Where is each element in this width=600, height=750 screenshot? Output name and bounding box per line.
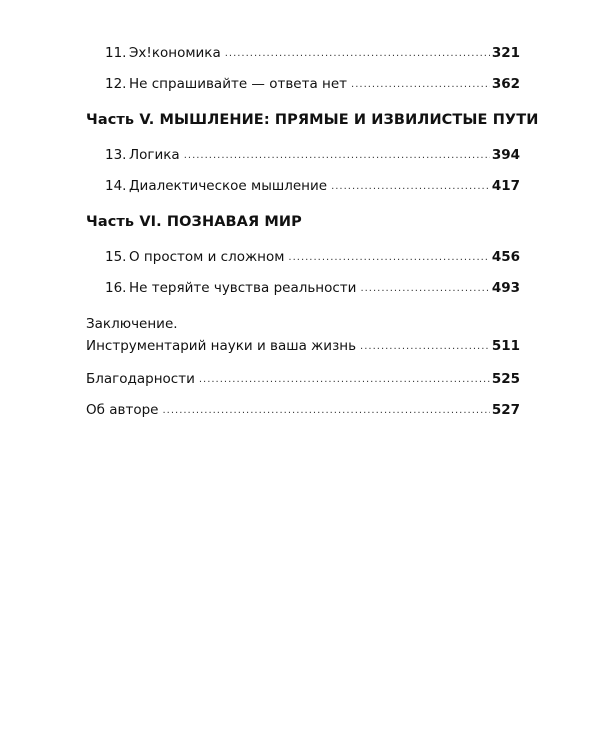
chapter-number: 14.	[105, 178, 127, 194]
chapter-title: Не спрашивайте — ответа нет	[129, 76, 348, 92]
dot-leader	[225, 45, 490, 63]
chapter-number: 11.	[105, 45, 127, 61]
dot-leader	[162, 402, 489, 420]
page-number: 511	[491, 338, 520, 354]
entry-title: Об авторе	[86, 402, 159, 418]
chapter-title: О простом и сложном	[129, 249, 285, 265]
toc-entry-about-author[interactable]	[86, 401, 520, 421]
page-number: 527	[491, 402, 520, 418]
toc-entry[interactable]	[105, 146, 520, 166]
part-heading: Часть V. МЫШЛЕНИЕ: ПРЯМЫЕ И ИЗВИЛИСТЫЕ ПУТИ	[86, 112, 539, 128]
toc-entry[interactable]	[105, 75, 520, 95]
toc-entry[interactable]	[105, 177, 520, 197]
page-number: 362	[491, 76, 520, 92]
toc-entry-conclusion[interactable]	[86, 337, 520, 357]
toc-entry-acknowledgements[interactable]	[86, 370, 520, 390]
page-number: 493	[491, 280, 520, 296]
conclusion-label: Заключение.	[86, 316, 178, 332]
toc-entry[interactable]	[105, 44, 520, 64]
toc-entry[interactable]	[105, 279, 520, 299]
chapter-number: 13.	[105, 147, 127, 163]
dot-leader	[331, 178, 490, 196]
chapter-number: 12.	[105, 76, 127, 92]
page-number: 321	[491, 45, 520, 61]
toc-entry[interactable]	[105, 248, 520, 268]
page-number: 417	[491, 178, 520, 194]
page-number: 394	[491, 147, 520, 163]
chapter-title: Логика	[129, 147, 180, 163]
dot-leader	[360, 338, 490, 356]
dot-leader	[360, 280, 489, 298]
conclusion-title: Инструментарий науки и ваша жизнь	[86, 338, 357, 354]
chapter-number: 15.	[105, 249, 127, 265]
chapter-title: Не теряйте чувства реальности	[129, 280, 357, 296]
chapter-number: 16.	[105, 280, 127, 296]
part-heading: Часть VI. ПОЗНАВАЯ МИР	[86, 214, 302, 230]
page-number: 525	[491, 371, 520, 387]
dot-leader	[351, 76, 490, 94]
entry-title: Благодарности	[86, 371, 195, 387]
chapter-title: Эх!кономика	[129, 45, 221, 61]
dot-leader	[288, 249, 489, 267]
dot-leader	[184, 147, 490, 165]
page-number: 456	[491, 249, 520, 265]
dot-leader	[199, 371, 490, 389]
chapter-title: Диалектическое мышление	[129, 178, 328, 194]
